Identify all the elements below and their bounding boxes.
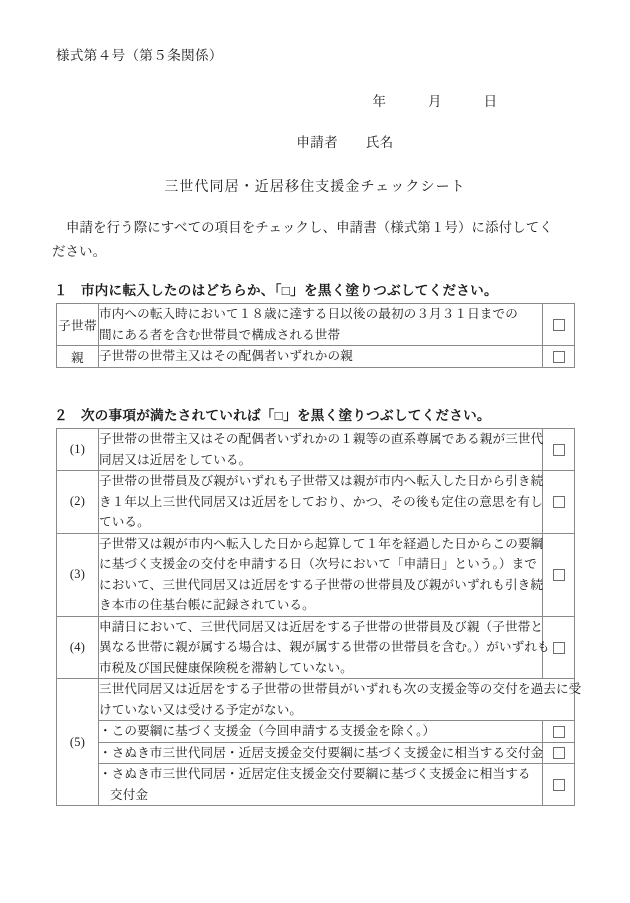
table-row: [57, 721, 575, 743]
section-1-heading-text: 市内に転入したのはどちらか、「□」を黒く塗りつぶしてください。: [80, 283, 498, 298]
intro-paragraph: [52, 216, 582, 263]
text-line: 三世代同居又は近居をする子世帯の世帯員がいずれも次の支援金等の交付を過去に受: [99, 682, 582, 696]
text-line: 同居又は近居をしている。: [99, 452, 252, 467]
section-2-number: ２: [54, 408, 68, 423]
checkbox-cell-2[interactable]: [543, 471, 575, 534]
applicant-name-line: 申請者 氏名: [296, 135, 394, 150]
text-line: ・さぬき市三世代同居・近居支援金交付要綱に基づく支援金に相当する交付金: [99, 745, 544, 760]
intro-line-1: 申請を行う際にすべての項目をチェックし、申請書（様式第１号）に添付してく: [66, 220, 553, 235]
checkbox-icon[interactable]: [553, 726, 565, 738]
checkbox-cell-1[interactable]: [543, 429, 575, 471]
text-line: 申請日において、三世代同居又は近居をする子世帯の世帯員及び親（子世帯と: [99, 619, 544, 634]
text-line: 市税及び国民健康保険税を滞納していない。: [99, 660, 353, 675]
checkbox-cell-3[interactable]: [543, 533, 575, 616]
row-description-5c: [99, 764, 543, 806]
section-2-table: [56, 428, 582, 806]
text-line: に基づく支援金の交付を申請する日（次号において「申請日」という。）まで: [99, 557, 537, 571]
checkbox-cell-5a[interactable]: [543, 721, 575, 743]
section-1-heading: [54, 279, 498, 299]
date-line: 年 月 日: [372, 94, 498, 109]
checkbox-icon[interactable]: [553, 319, 565, 331]
document-title: 三世代同居・近居移住支援金チェックシート: [164, 180, 466, 195]
row-label-3: (3): [57, 533, 99, 616]
text-line: 市内への転入時において１８歳に達する日以後の最初の３月３１日までの: [99, 307, 518, 321]
text-line: ・この要綱に基づく支援金（今回申請する支援金を除く。）: [99, 724, 436, 738]
checkbox-icon[interactable]: [553, 779, 565, 791]
row-description-5-intro: [99, 679, 582, 721]
table-row: [57, 616, 575, 679]
text-line: 交付金: [110, 787, 149, 802]
text-line: 子世帯又は親が市内へ転入した日から起算して１年を経過した日からこの要綱: [99, 536, 544, 551]
section-1-table: [56, 303, 575, 368]
row-label-oya: 親: [57, 346, 99, 368]
checkbox-cell-5c[interactable]: [543, 764, 575, 806]
checkbox-cell-kosetai[interactable]: [543, 304, 575, 346]
text-line: において、三世代同居又は近居をする子世帯の世帯員及び親がいずれも引き続: [99, 577, 544, 592]
text-line: 異なる世帯に親が属する場合は、親が属する世帯の世帯員を含む。）がいずれも: [99, 640, 550, 654]
section-2-heading-text: 次の事項が満たされていれば「□」を黒く塗りつぶしてください。: [80, 408, 491, 423]
table-row: [57, 742, 575, 764]
row-label-4: (4): [57, 616, 99, 679]
section-1-number: １: [54, 283, 68, 298]
checkbox-icon[interactable]: [553, 747, 565, 759]
text-line: 間にある者を含む世帯員で構成される世帯: [99, 327, 341, 342]
text-line: き１年以上三世代同居又は近居をしており、かつ、その後も定住の意思を有し: [99, 494, 543, 509]
row-description-5b: [99, 742, 543, 764]
checkbox-icon[interactable]: [553, 569, 565, 581]
text-line: ている。: [99, 515, 150, 529]
text-line: けていない又は受ける予定がない。: [99, 702, 303, 717]
row-description-4: [99, 616, 550, 679]
checkbox-icon[interactable]: [553, 496, 565, 508]
checkbox-icon[interactable]: [553, 444, 565, 456]
checkbox-cell-oya[interactable]: [543, 346, 575, 368]
row-description-5a: [99, 721, 543, 743]
table-row: [57, 429, 575, 471]
row-description-3: [99, 533, 543, 616]
row-label-5: (5): [57, 679, 99, 806]
section-2-heading: [54, 404, 491, 424]
row-description-1: [99, 429, 543, 471]
checkbox-cell-5b[interactable]: [543, 742, 575, 764]
row-description-kosetai: [99, 304, 543, 346]
row-description-oya: [99, 346, 543, 368]
form-number: 様式第４号（第５条関係）: [56, 48, 223, 63]
table-row: [57, 471, 575, 534]
text-line: ・さぬき市三世代同居・近居定住支援金交付要綱に基づく支援金に相当する: [99, 767, 531, 781]
text-line: 子世帯の世帯員及び親がいずれも子世帯又は親が市内へ転入した日から引き続: [99, 474, 544, 488]
text-line: 子世帯の世帯主又はその配偶者いずれかの１親等の直系尊属である親が三世代: [99, 432, 544, 446]
checkbox-icon[interactable]: [553, 351, 565, 363]
table-row: [57, 346, 575, 368]
table-row: [57, 533, 575, 616]
table-row: [57, 764, 575, 806]
table-row: [57, 679, 575, 721]
intro-line-2: ださい。: [52, 243, 107, 259]
row-label-kosetai: 子世帯: [57, 304, 99, 346]
row-label-2: (2): [57, 471, 99, 534]
row-label-1: (1): [57, 429, 99, 471]
table-row: [57, 304, 575, 346]
row-description-2: [99, 471, 543, 534]
text-line: き本市の住基台帳に記録されている。: [99, 598, 315, 612]
checkbox-icon[interactable]: [553, 642, 565, 654]
text-line: 子世帯の世帯主又はその配偶者いずれかの親: [99, 349, 353, 363]
